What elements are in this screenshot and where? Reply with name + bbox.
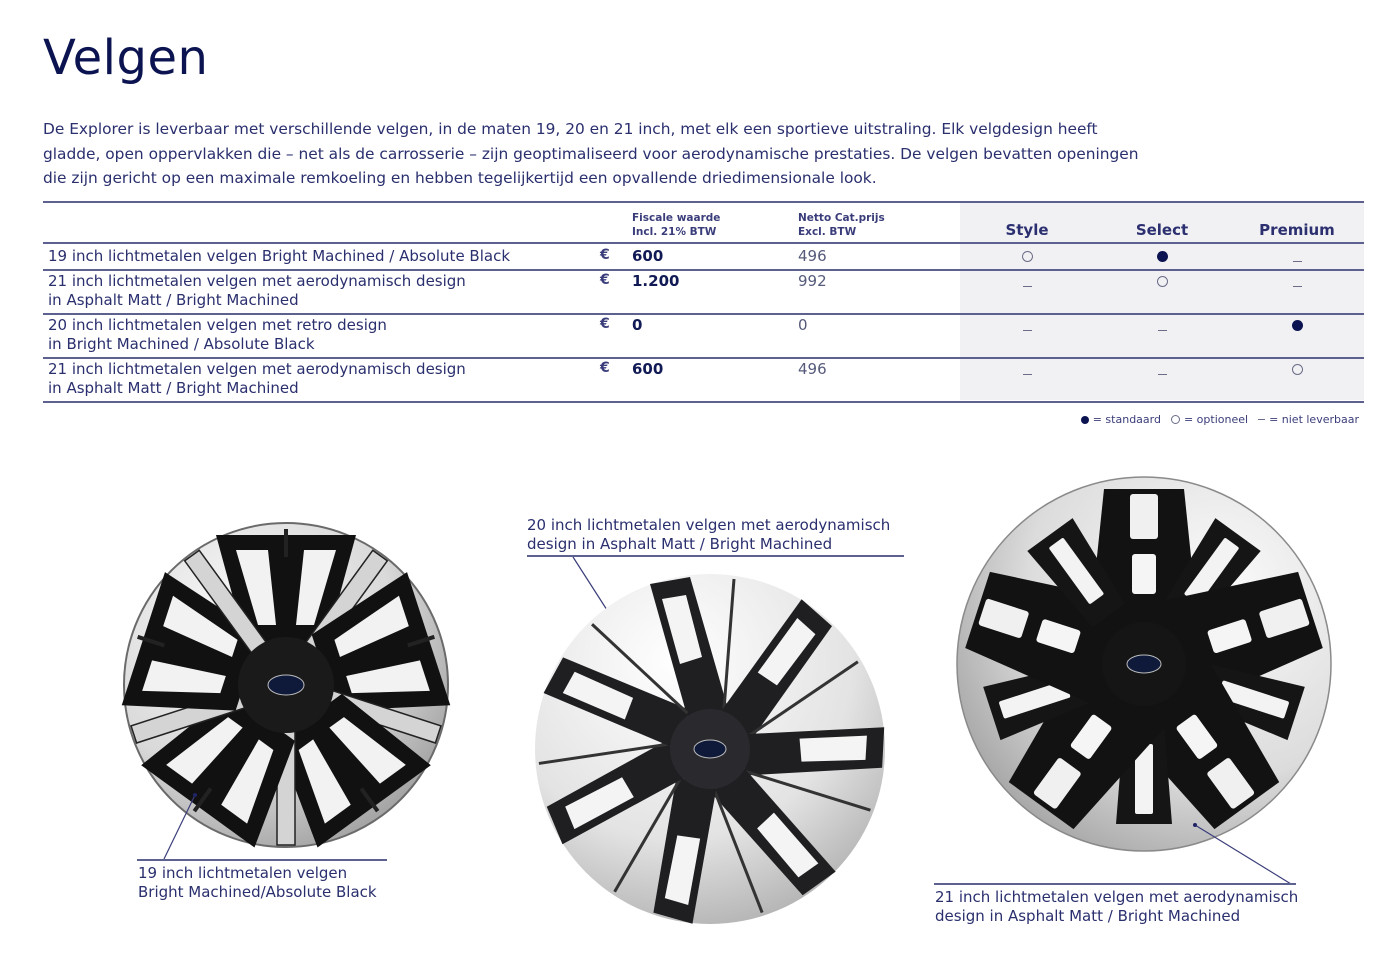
- fiscal-value: 600: [632, 247, 664, 265]
- legend-standard-label: = standaard: [1092, 413, 1161, 426]
- availability-style: [967, 247, 1087, 266]
- header-select: Select: [1135, 221, 1189, 239]
- header-fiscal-line1: Fiscale waarde: [632, 212, 721, 224]
- filled-dot-icon: [1292, 320, 1303, 331]
- table-row: [43, 313, 1364, 357]
- availability-select: [1102, 360, 1222, 379]
- dash-icon: [1023, 374, 1032, 376]
- dash-icon: [1023, 286, 1032, 288]
- net-price: 496: [798, 360, 827, 378]
- row-description: 19 inch lichtmetalen velgen Bright Machined / Absolute Black: [48, 247, 511, 265]
- availability-premium: [1237, 272, 1357, 291]
- hollow-dot-icon: [1022, 251, 1033, 262]
- header-premium: Premium: [1259, 221, 1335, 239]
- legend-not-available: [1258, 413, 1359, 426]
- header-net-line2: Excl. BTW: [798, 226, 857, 238]
- currency-symbol: €: [600, 272, 610, 288]
- fiscal-value: 600: [632, 360, 664, 378]
- hollow-dot-icon: [1171, 415, 1180, 424]
- row-rule: [43, 401, 1364, 403]
- page-title: Velgen: [43, 30, 209, 86]
- hollow-dot-icon: [1292, 364, 1303, 375]
- hollow-dot-icon: [1157, 276, 1168, 287]
- legend-not-available-label: = niet leverbaar: [1269, 413, 1359, 426]
- dash-icon: [1293, 261, 1302, 263]
- availability-legend: [1081, 413, 1359, 426]
- callout-pointer-21: [1190, 820, 1295, 886]
- table-top-rule: [43, 201, 1364, 203]
- row-description: 21 inch lichtmetalen velgen met aerodynamisch design in Asphalt Matt / Bright Machined: [48, 360, 466, 397]
- ford-logo-icon: [1127, 655, 1161, 673]
- legend-standard: [1081, 413, 1161, 426]
- currency-symbol: €: [600, 360, 610, 376]
- fiscal-value: 1.200: [632, 272, 680, 290]
- currency-symbol: €: [600, 247, 610, 263]
- header-net-line1: Netto Cat.prijs: [798, 212, 885, 224]
- dash-icon: [1293, 286, 1302, 288]
- caption-rule-21: [934, 883, 1296, 885]
- legend-optional-label: = optioneel: [1183, 413, 1249, 426]
- availability-style: [967, 272, 1087, 291]
- net-price: 992: [798, 272, 827, 290]
- wheel-caption-20-inch: 20 inch lichtmetalen velgen met aerodynamisch design in Asphalt Matt / Bright Machined: [527, 516, 891, 553]
- availability-select: [1102, 316, 1222, 335]
- header-fiscal-value: [632, 211, 720, 239]
- table-row: [43, 357, 1364, 401]
- filled-dot-icon: [1081, 416, 1089, 424]
- wheel-image-20-inch: [533, 572, 887, 926]
- header-net-price: [798, 211, 885, 239]
- availability-select: [1102, 247, 1222, 266]
- net-price: 496: [798, 247, 827, 265]
- callout-pointer-19: [160, 790, 200, 860]
- header-fiscal-line2: Incl. 21% BTW: [632, 226, 717, 238]
- availability-select: [1102, 272, 1222, 291]
- availability-premium: [1237, 247, 1357, 266]
- filled-dot-icon: [1157, 251, 1168, 262]
- availability-premium: [1237, 360, 1357, 379]
- dash-icon: [1158, 330, 1167, 332]
- availability-style: [967, 316, 1087, 335]
- wheel-caption-21-inch: 21 inch lichtmetalen velgen met aerodynamisch design in Asphalt Matt / Bright Machined: [935, 888, 1299, 925]
- ford-logo-icon: [268, 675, 304, 695]
- table-row: [43, 269, 1364, 313]
- availability-premium: [1237, 316, 1357, 335]
- availability-style: [967, 360, 1087, 379]
- dash-icon: [1158, 374, 1167, 376]
- currency-symbol: €: [600, 316, 610, 332]
- dash-icon: [1258, 419, 1265, 420]
- header-style: Style: [1005, 221, 1049, 239]
- dash-icon: [1023, 330, 1032, 332]
- wheel-image-21-inch: [955, 475, 1333, 853]
- row-description: 20 inch lichtmetalen velgen met retro design in Bright Machined / Absolute Black: [48, 316, 387, 353]
- table-row: [43, 244, 1364, 269]
- intro-paragraph: De Explorer is leverbaar met verschillende velgen, in de maten 19, 20 en 21 inch, met elk een sportieve uitstraling. Elk velgdesign heeft gladde, open oppervlakken die – net als de carrosserie – zijn geoptimaliseerd voor aerodynamische prestaties. De velgen bevatten openingen die zijn gericht op een maximale remkoeling en hebben tegelijkertijd een opvallende driedimensionale look.: [43, 120, 1139, 187]
- fiscal-value: 0: [632, 316, 643, 334]
- legend-optional: [1171, 413, 1248, 426]
- row-description: 21 inch lichtmetalen velgen met aerodynamisch design in Asphalt Matt / Bright Machined: [48, 272, 466, 309]
- wheel-caption-19-inch: 19 inch lichtmetalen velgen Bright Machined/Absolute Black: [138, 864, 377, 901]
- net-price: 0: [798, 316, 808, 334]
- ford-logo-icon: [694, 740, 726, 758]
